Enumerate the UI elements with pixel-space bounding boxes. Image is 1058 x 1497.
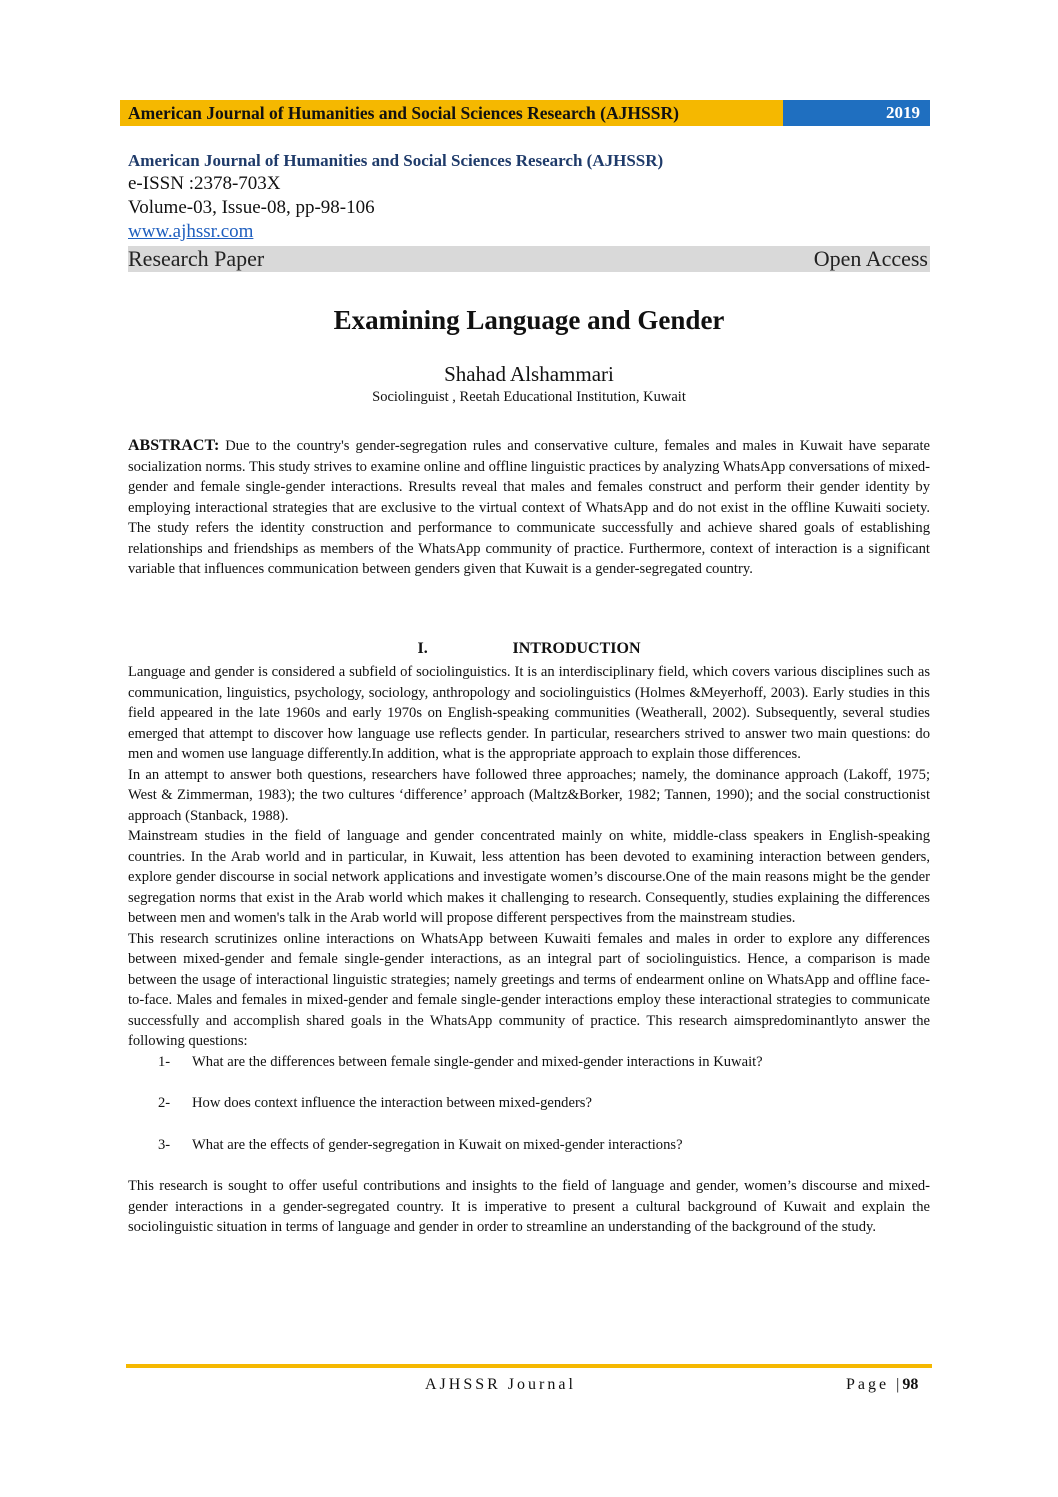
article-author: Shahad Alshammari <box>444 362 614 386</box>
research-question <box>128 1135 930 1156</box>
abstract <box>128 436 930 580</box>
section-number: I. <box>417 640 428 657</box>
abstract-text: Due to the country's gender-segregation rules and conservative culture, females and males in Kuwait have separate socialization norms. This study strives to examine online and offline linguistic practices by analyzing WhatsApp conversations of mixed-gender and female single-gender interactions. Rresults reveal that males and females construct and perform their gender identity by employing interactional strategies that are exclusive to the virtual context of WhatsApp and do not exist in the offline Kuwaiti society. The study refers the identity construction and performance to communicate successfully and achieve shared goals of establishing relationships and friendships as members of the WhatsApp community of practice. Furthermore, context of interaction is a significant variable that influences communication between genders given that Kuwait is a gender-segregated country. <box>128 438 930 577</box>
intro-paragraph: This research scrutinizes online interactions on WhatsApp between Kuwaiti females and males in order to explore any differences between mixed-gender and female single-gender interactions, as an integral part of sociolinguistics. Hence, a comparison is made between the usage of interactional linguistic strategies; namely greetings and terms of endearment online on WhatsApp and offline face-to-face. Males and females in mixed-gender and female single-gender interactions employ these interactional strategies to communicate successfully and accomplish shared goals in the WhatsApp community of practice. This research aimspredominantlyto answer the following questions: <box>128 930 930 1049</box>
running-header <box>120 100 930 126</box>
question-number: 2- <box>158 1095 171 1111</box>
intro-paragraph: Language and gender is considered a subfield of sociolinguistics. It is an interdisciplinary field, which covers various disciplines such as communication, linguistics, psychology, sociology, anthropology and sociolinguistics (Holmes &Meyerhoff, 2003). Early studies in this field appeared in the late 1960s and early 1970s on English-speaking communities (Weatherall, 2002). Subsequently, several studies emerged that attempt to discover how language use reflects gender. In particular, researchers strived to answer two main questions: do men and women use language differently.In addition, what is the appropriate approach to explain those differences. <box>128 664 930 762</box>
research-question <box>128 1052 930 1073</box>
question-text: How does context influence the interaction between mixed-genders? <box>192 1095 592 1111</box>
volume-line: Volume-03, Issue-08, pp-98-106 <box>128 197 375 218</box>
question-text: What are the differences between female single-gender and mixed-gender interactions in Kuwait? <box>192 1053 763 1070</box>
introduction-heading <box>128 640 930 658</box>
intro-paragraph: In an attempt to answer both questions, researchers have followed three approaches; namely, the dominance approach (Lakoff, 1975; West & Zimmerman, 1983); the two cultures ‘difference’ approach (Maltz&Borker, 1982; Tannen, 1990); and the social constructionist approach (Stanback, 1988). <box>128 766 930 824</box>
author-affiliation: Sociolinguist , Reetah Educational Institution, Kuwait <box>372 389 686 405</box>
open-access-label: Open Access <box>813 246 928 271</box>
paper-type-label: Research Paper <box>128 246 265 271</box>
question-text: What are the effects of gender-segregation in Kuwait on mixed-gender interactions? <box>192 1136 683 1153</box>
intro-paragraph: Mainstream studies in the field of language and gender concentrated mainly on white, middle-class speakers in English-speaking countries. In the Arab world and in particular, in Kuwait, less attention has been devoted to examining interaction between genders, explore gender discourse in social network applications and investigate women’s discourse.One of the main reasons might be the gender segregation norms that exist in the Arab world which makes it challenging to research. Consequently, studies explaining the differences between men and women's talk in the Arab world will propose different perspectives from the mainstream studies. <box>128 828 930 926</box>
running-header-journal-title: American Journal of Humanities and Social Sciences Research (AJHSSR) <box>120 100 783 126</box>
footer-rule <box>126 1364 932 1368</box>
question-number: 1- <box>158 1053 171 1070</box>
journal-info-block <box>128 150 930 272</box>
article-title: Examining Language and Gender <box>333 305 725 335</box>
issn-line: e-ISSN :2378-703X <box>128 173 281 194</box>
journal-name: American Journal of Humanities and Social Sciences Research (AJHSSR) <box>128 151 664 170</box>
journal-website-link[interactable]: www.ajhssr.com <box>128 221 254 242</box>
section-title: INTRODUCTION <box>512 640 641 657</box>
question-number: 3- <box>158 1136 171 1153</box>
paper-type-bar <box>128 246 930 272</box>
footer-page-number: 98 <box>902 1376 919 1393</box>
abstract-label: ABSTRACT: <box>128 437 220 454</box>
footer-journal: AJHSSR Journal <box>425 1376 576 1393</box>
running-header-year: 2019 <box>783 100 930 126</box>
footer-page <box>846 1376 918 1394</box>
footer-page-label: Page | <box>846 1376 903 1393</box>
introduction-body <box>128 662 930 1238</box>
research-questions-list <box>128 1052 930 1156</box>
intro-closing-paragraph: This research is sought to offer useful contributions and insights to the field of language and gender, women’s discourse and mixed-gender interactions in a gender-segregated country. It is imperative to present a cultural background of Kuwait and explain the sociolinguistic situation in terms of language and gender in order to streamline an understanding of the background of the study. <box>128 1178 930 1235</box>
research-question <box>128 1093 930 1114</box>
